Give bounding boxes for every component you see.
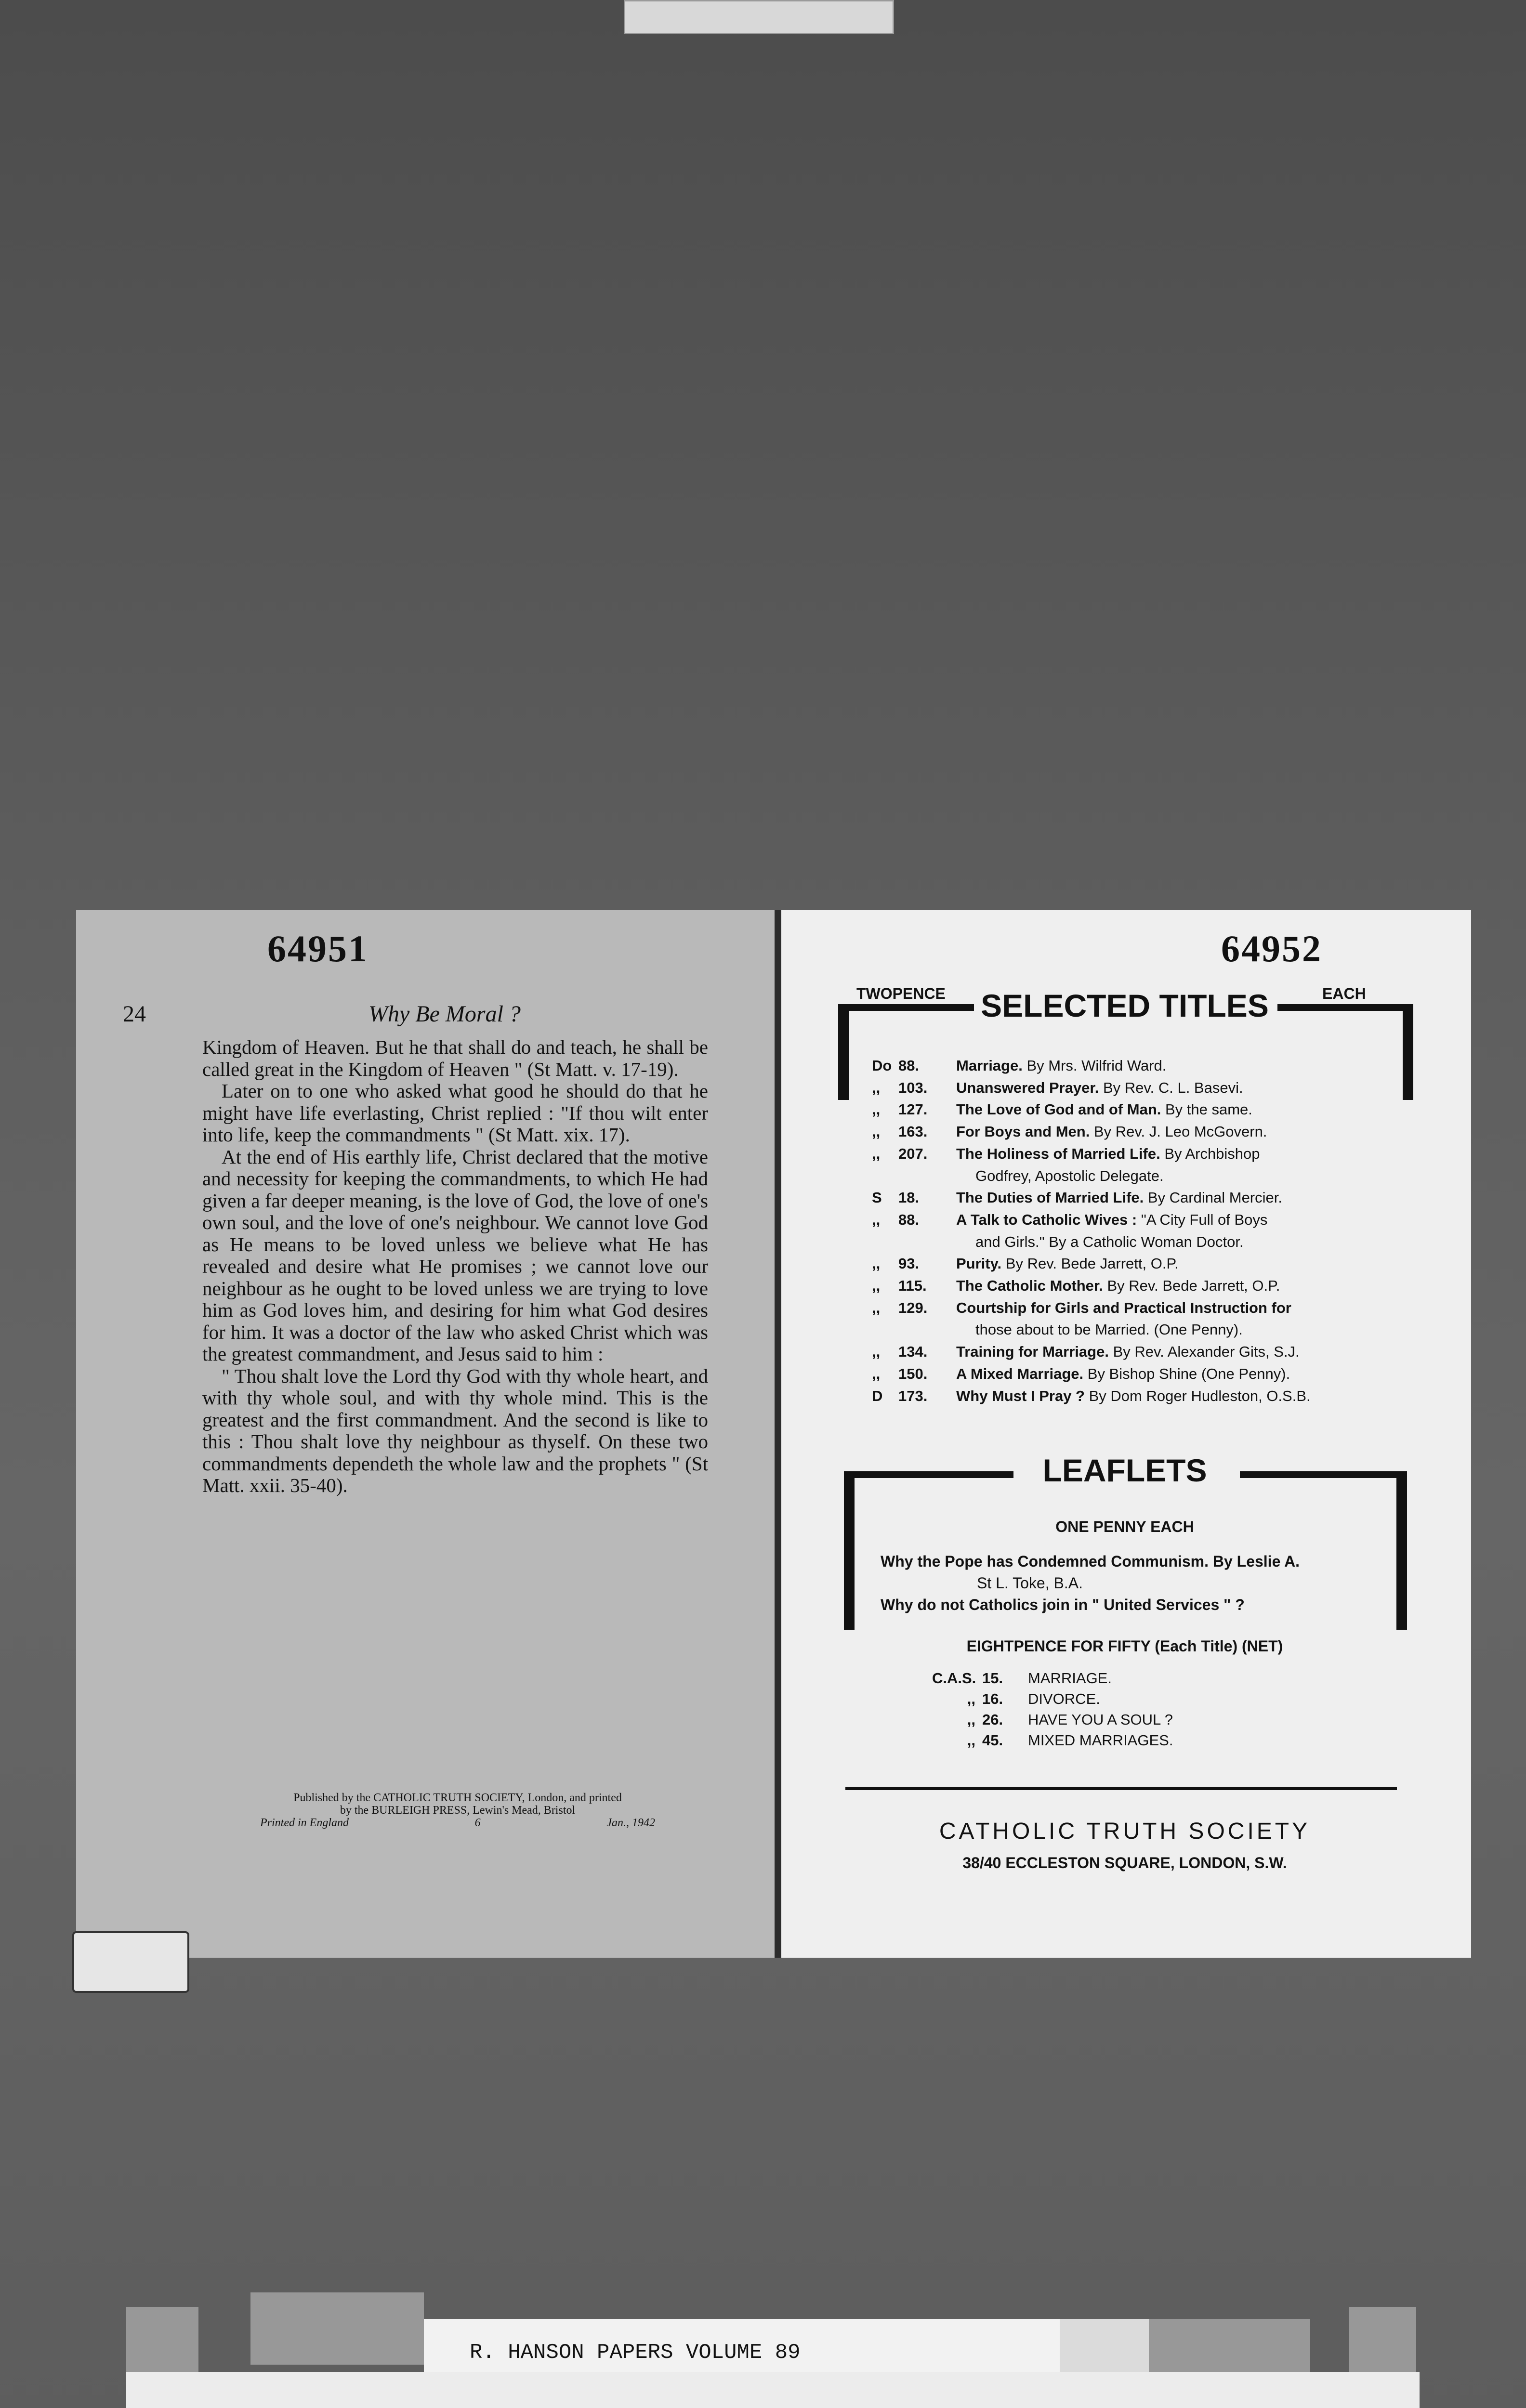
- title-name: A Mixed Marriage.: [956, 1365, 1084, 1382]
- title-name: Courtship for Girls and Practical Instruction for: [956, 1299, 1291, 1316]
- series-mark: ,,: [872, 1255, 881, 1272]
- imprint-date: Jan., 1942: [606, 1817, 655, 1829]
- imprint-country: Printed in England: [260, 1817, 349, 1829]
- paragraph: Kingdom of Heaven. But he that shall do and teach, he shall be called great in the Kingdom of Heaven " (St Matt. v. 17-19).: [202, 1036, 708, 1080]
- series-mark: D: [872, 1387, 883, 1404]
- series-mark: ,,: [872, 1101, 881, 1118]
- title-author: By Cardinal Mercier.: [1144, 1189, 1282, 1206]
- title-name: The Love of God and of Man.: [956, 1101, 1161, 1118]
- title-author: By Bishop Shine (One Penny).: [1083, 1365, 1290, 1382]
- cas-mark: ,,: [967, 1711, 975, 1728]
- series-number: 150.: [898, 1365, 928, 1382]
- cas-mark: ,,: [967, 1690, 975, 1707]
- series-mark: ,,: [872, 1277, 881, 1295]
- divider: [845, 1787, 1397, 1790]
- series-number: 88.: [898, 1057, 920, 1074]
- title-row: [872, 1055, 1397, 1077]
- imprint-line: by the BURLEIGH PRESS, Lewin's Mead, Bristol: [340, 1804, 576, 1817]
- title-name: The Duties of Married Life.: [956, 1189, 1144, 1206]
- title-continuation: those about to be Married. (One Penny).: [975, 1321, 1243, 1338]
- title-row: [872, 1253, 1397, 1275]
- series-mark: ,,: [872, 1365, 881, 1382]
- series-number: 134.: [898, 1343, 928, 1361]
- leaflets-list: [881, 1551, 1391, 1616]
- price-each-label: EACH: [1322, 985, 1366, 1002]
- cas-mark: ,,: [967, 1732, 975, 1749]
- title-author: By Rev. Bede Jarrett, O.P.: [1001, 1255, 1179, 1272]
- title-row: [872, 1275, 1397, 1297]
- series-mark: S: [872, 1189, 882, 1206]
- series-mark: ,,: [872, 1123, 881, 1140]
- series-number: 18.: [898, 1189, 920, 1206]
- title-row: [872, 1385, 1397, 1407]
- leaflets-title: LEAFLETS: [1042, 1453, 1207, 1488]
- series-number: 88.: [898, 1211, 920, 1228]
- leaflet-item: Why the Pope has Condemned Communism. By Leslie A.: [881, 1553, 1300, 1570]
- series-number: 103.: [898, 1079, 928, 1096]
- top-tab: [624, 0, 894, 34]
- cas-row: [932, 1668, 1173, 1688]
- papers-title: R. HANSON PAPERS VOLUME 89: [470, 2341, 801, 2365]
- title-name: A Talk to Catholic Wives :: [956, 1211, 1137, 1228]
- page-number: 24: [123, 1001, 146, 1027]
- title-name: Purity.: [956, 1255, 1002, 1272]
- cas-number: 45.: [982, 1732, 1003, 1749]
- leaflets-price: ONE PENNY EACH: [1055, 1518, 1194, 1535]
- title-row: [872, 1363, 1397, 1385]
- title-author: By Dom Roger Hudleston, O.S.B.: [1084, 1387, 1311, 1404]
- series-number: 163.: [898, 1123, 928, 1140]
- section-title: SELECTED TITLES: [981, 988, 1269, 1023]
- series-number: 115.: [898, 1277, 927, 1295]
- title-continuation: and Girls." By a Catholic Woman Doctor.: [975, 1233, 1244, 1250]
- archive-label: [126, 2372, 1420, 2408]
- leaflet-item: Why do not Catholics join in " United Services " ?: [881, 1596, 1245, 1613]
- series-number: 93.: [898, 1255, 920, 1272]
- tape: [250, 2292, 424, 2365]
- title-row: [872, 1341, 1397, 1363]
- series-mark: ,,: [872, 1145, 881, 1162]
- series-mark: Do: [872, 1057, 892, 1074]
- title-name: The Holiness of Married Life.: [956, 1145, 1160, 1162]
- publisher-name: CATHOLIC TRUTH SOCIETY: [939, 1819, 1311, 1844]
- page-body: [202, 1036, 708, 1497]
- cas-row: [932, 1709, 1173, 1730]
- title-author: By Rev. J. Leo McGovern.: [1090, 1123, 1267, 1140]
- accession-number-left: 64951: [267, 928, 368, 969]
- title-continuation: Godfrey, Apostolic Delegate.: [975, 1167, 1164, 1184]
- title-row: [872, 1121, 1397, 1143]
- title-name: Training for Marriage.: [956, 1343, 1109, 1361]
- title-row: [872, 1297, 1397, 1319]
- paragraph: At the end of His earthly life, Christ declared that the motive and necessity for keeping the commandments, to which He had given a far deeper meaning, is the love of God, the love of one's own soul, and the love of one's neighbour. We cannot love God as He means to be loved unless we believe what He has revealed and desire what He promises ; we cannot love our neighbour as he ought to be loved unless we are trying to love him as God loves him, and desiring for him what God desires for him. It was a doctor of the law who asked Christ which was the greatest commandment, and Jesus said to him :: [202, 1145, 708, 1365]
- title-row: [872, 1099, 1397, 1121]
- imprint: [260, 1792, 655, 1829]
- title-author: By Rev. Bede Jarrett, O.P.: [1103, 1277, 1280, 1295]
- cas-title: MIXED MARRIAGES.: [1028, 1732, 1173, 1749]
- title-author: By Mrs. Wilfrid Ward.: [1022, 1057, 1167, 1074]
- paragraph: " Thou shalt love the Lord thy God with thy whole heart, and with thy whole soul, and with thy whole mind. This is the greatest and the first commandment. And the second is like to this : Thou shalt love thy neighbour as thyself. On these two commandments dependeth the whole law and the prophets " (St Matt. xxii. 35-40).: [202, 1364, 708, 1496]
- title-name: Marriage.: [956, 1057, 1023, 1074]
- title-author: By Rev. C. L. Basevi.: [1099, 1079, 1243, 1096]
- cas-row: [932, 1730, 1173, 1751]
- paper-clip: [72, 1931, 189, 1993]
- series-mark: ,,: [872, 1211, 881, 1228]
- series-mark: ,,: [872, 1343, 881, 1361]
- cas-number: 16.: [982, 1690, 1003, 1707]
- cas-row: [932, 1688, 1173, 1709]
- eightpence-heading: EIGHTPENCE FOR FIFTY (Each Title) (NET): [966, 1637, 1283, 1655]
- title-author: "A City Full of Boys: [1137, 1211, 1268, 1228]
- series-mark: ,,: [872, 1299, 881, 1316]
- title-row: [872, 1077, 1397, 1099]
- cas-title: MARRIAGE.: [1028, 1670, 1112, 1687]
- title-row: [872, 1209, 1397, 1231]
- running-title: Why Be Moral ?: [368, 1001, 521, 1027]
- imprint-code: 6: [474, 1817, 481, 1829]
- title-author: By the same.: [1161, 1101, 1252, 1118]
- title-row: [872, 1143, 1397, 1165]
- title-name: For Boys and Men.: [956, 1123, 1090, 1140]
- series-mark: ,,: [872, 1079, 881, 1096]
- publisher-address: 38/40 ECCLESTON SQUARE, LONDON, S.W.: [962, 1854, 1287, 1871]
- cas-title: DIVORCE.: [1028, 1690, 1100, 1707]
- titles-list: [872, 1055, 1397, 1407]
- cas-mark: C.A.S.: [932, 1670, 976, 1687]
- title-author: By Rev. Alexander Gits, S.J.: [1108, 1343, 1300, 1361]
- accession-number-right: 64952: [1221, 928, 1322, 969]
- series-number: 173.: [898, 1387, 928, 1404]
- series-number: 127.: [898, 1101, 928, 1118]
- imprint-line: Published by the CATHOLIC TRUTH SOCIETY, London, and printed: [293, 1792, 622, 1804]
- cas-number: 15.: [982, 1670, 1003, 1687]
- cas-number: 26.: [982, 1711, 1003, 1728]
- title-row: [872, 1187, 1397, 1209]
- paragraph: Later on to one who asked what good he should do that he might have life everlasting, Christ replied : "If thou wilt enter into life, keep the commandments " (St Matt. xix. 17).: [202, 1080, 708, 1146]
- series-number: 129.: [898, 1299, 928, 1316]
- leaflet-item-cont: St L. Toke, B.A.: [977, 1574, 1083, 1592]
- price-label: TWOPENCE: [856, 985, 946, 1002]
- cas-list: [932, 1668, 1173, 1751]
- title-name: The Catholic Mother.: [956, 1277, 1103, 1295]
- title-author: By Archbishop: [1160, 1145, 1260, 1162]
- title-name: Why Must I Pray ?: [956, 1387, 1085, 1404]
- series-number: 207.: [898, 1145, 928, 1162]
- tape: [1060, 2319, 1310, 2372]
- cas-title: HAVE YOU A SOUL ?: [1028, 1711, 1173, 1728]
- title-name: Unanswered Prayer.: [956, 1079, 1099, 1096]
